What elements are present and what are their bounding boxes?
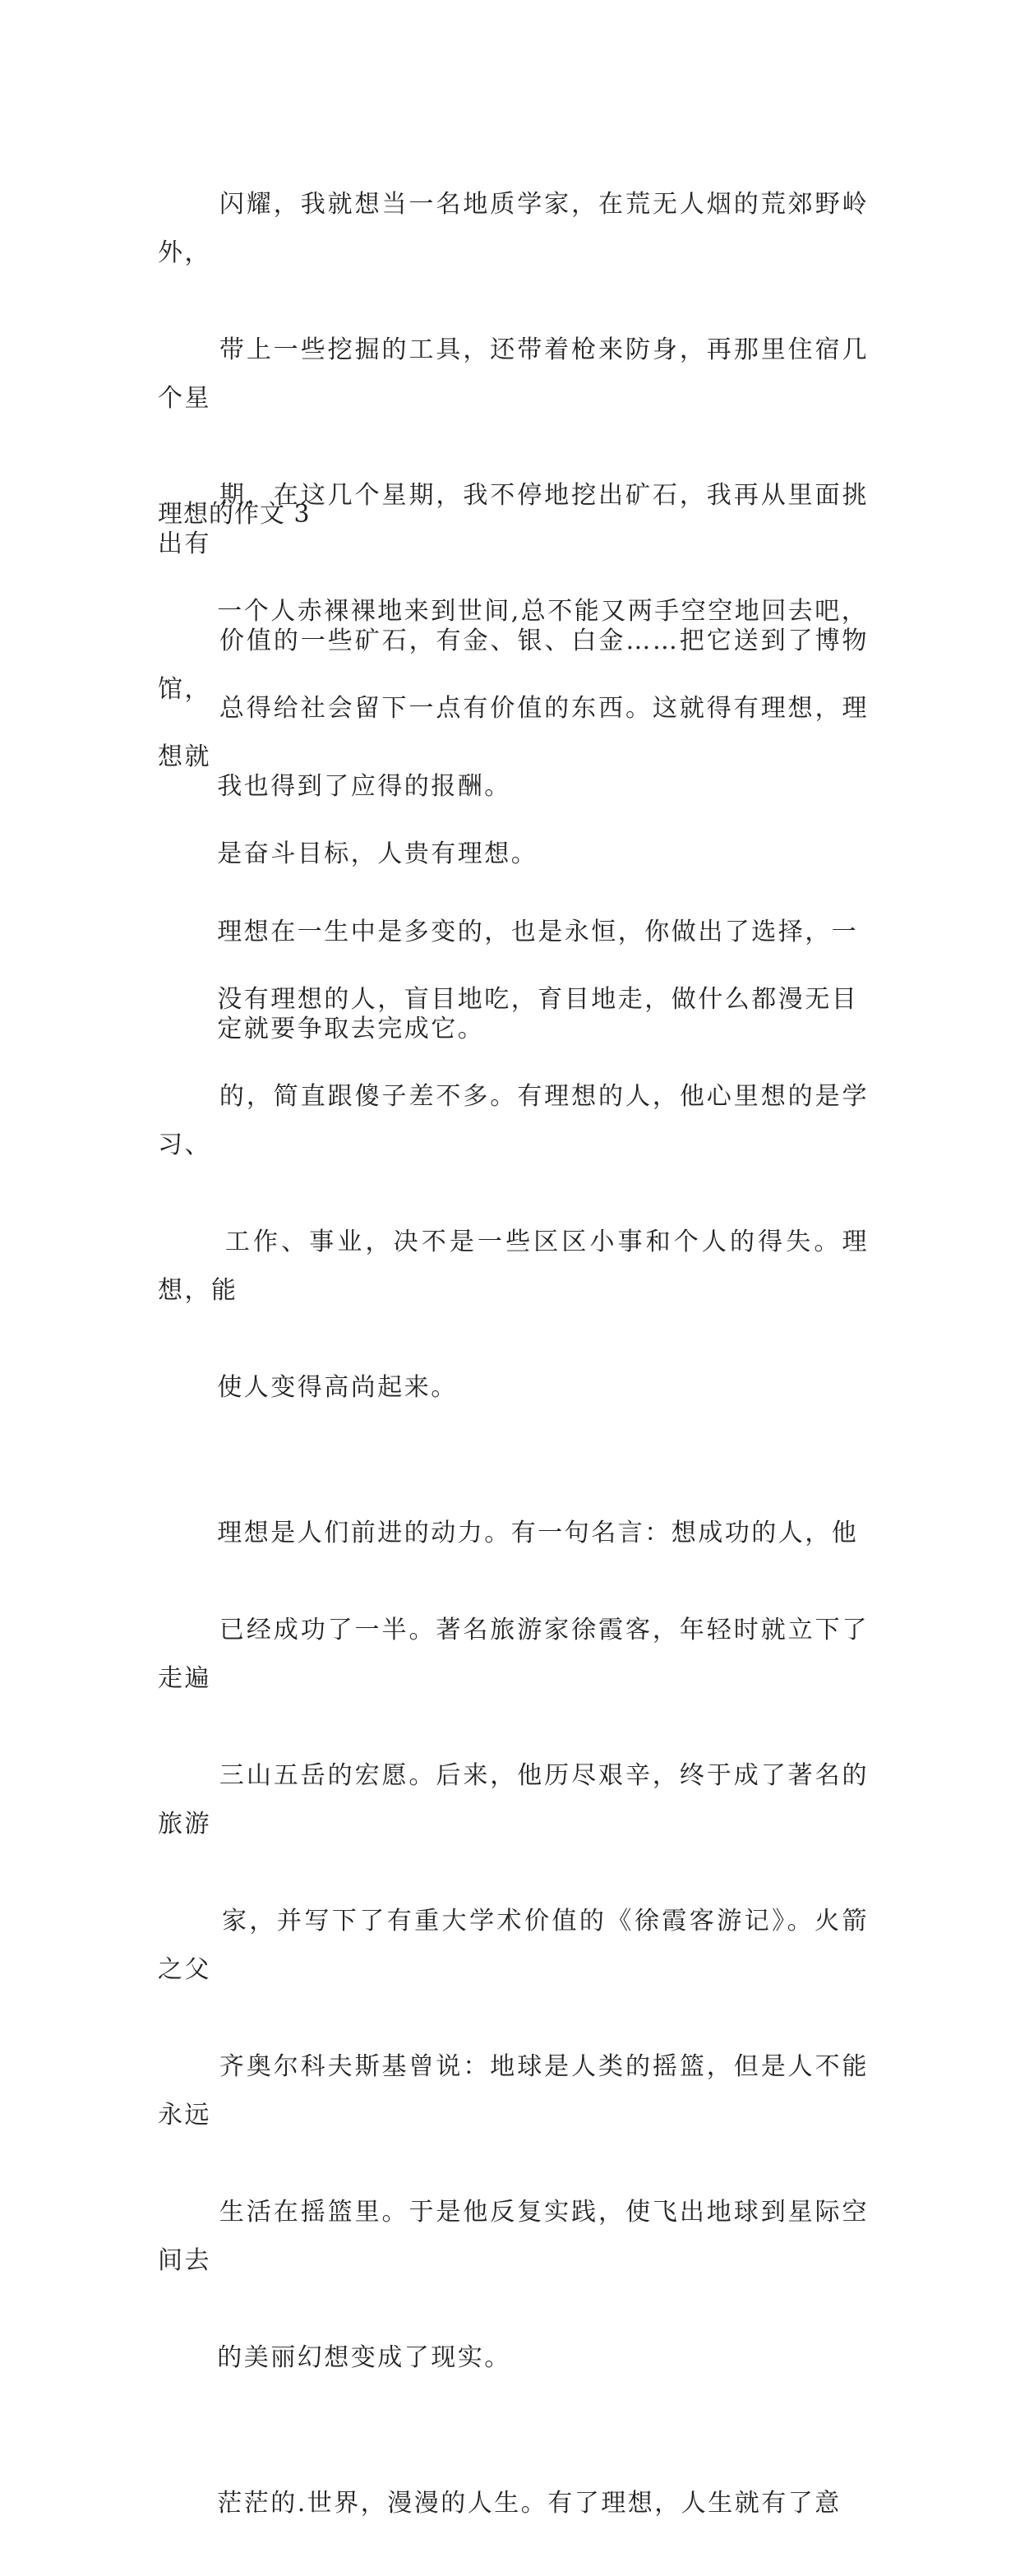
text-line: 闪耀，我就想当一名地质学家，在荒无人烟的荒郊野岭外， bbox=[158, 190, 870, 267]
text-line: 一个人赤裸裸地来到世间,总不能又两手空空地回去吧， bbox=[217, 597, 869, 626]
essay-section bbox=[158, 490, 869, 2576]
text-line: 总得给社会留下一点有价值的东西。这就得有理想，理想就 bbox=[158, 694, 870, 771]
text-line: 茫茫的.世界，漫漫的人生。有了理想，人生就有了意 bbox=[217, 2489, 842, 2518]
paragraph bbox=[158, 927, 869, 1460]
text-line: 定就要争取去完成它。 bbox=[217, 1015, 485, 1043]
text-line: 齐奥尔科夫斯基曾说：地球是人类的摇篮，但是人不能永远 bbox=[158, 2052, 870, 2130]
text-line: 理想是人们前进的动力。有一句名言：想成功的人，他 bbox=[217, 1519, 859, 1547]
text-line: 的美丽幻想变成了现实。 bbox=[217, 2343, 511, 2372]
text-line: 使人变得高尚起来。 bbox=[217, 1373, 458, 1402]
essay-title: 理想的作文 3 bbox=[158, 500, 311, 529]
paragraph bbox=[158, 539, 869, 927]
text-line: 已经成功了一半。著名旅游家徐霞客，年轻时就立下了走遍 bbox=[158, 1616, 870, 1693]
text-line: 生活在摇篮里。于是他反复实践，使飞出地球到星际空间去 bbox=[158, 2198, 870, 2275]
text-line: 理想在一生中是多变的，也是永恒，你做出了选择，一 bbox=[217, 918, 859, 946]
text-line: 没有理想的人，盲目地吃，育目地走，做什么都漫无目 bbox=[217, 985, 859, 1014]
text-line: 工作、事业，决不是一些区区小事和个人的得失。理想，能 bbox=[158, 1228, 869, 1305]
text-line: 期，在这几个星期，我不停地挖出矿石，我再从里面挑出有 bbox=[158, 481, 870, 558]
paragraph bbox=[158, 1460, 869, 2430]
text-line: 我也得到了应得的报酬。 bbox=[217, 772, 511, 801]
text-line: 带上一些挖掘的工具，还带着枪来防身，再那里住宿几个星 bbox=[158, 335, 870, 413]
text-line: 的，简直跟傻子差不多。有理想的人，他心里想的是学习、 bbox=[158, 1082, 870, 1159]
paragraph bbox=[158, 2430, 869, 2576]
text-line: 是奋斗目标，人贵有理想。 bbox=[217, 839, 538, 868]
text-line: 家，并写下了有重大学术价值的《徐霞客游记》。火箭之父 bbox=[158, 1907, 870, 1984]
text-line: 三山五岳的宏愿。后来，他历尽艰辛，终于成了著名的旅游 bbox=[158, 1761, 870, 1838]
text-line: 价值的一些矿石，有金、银、白金……把它送到了博物馆， bbox=[158, 627, 870, 704]
